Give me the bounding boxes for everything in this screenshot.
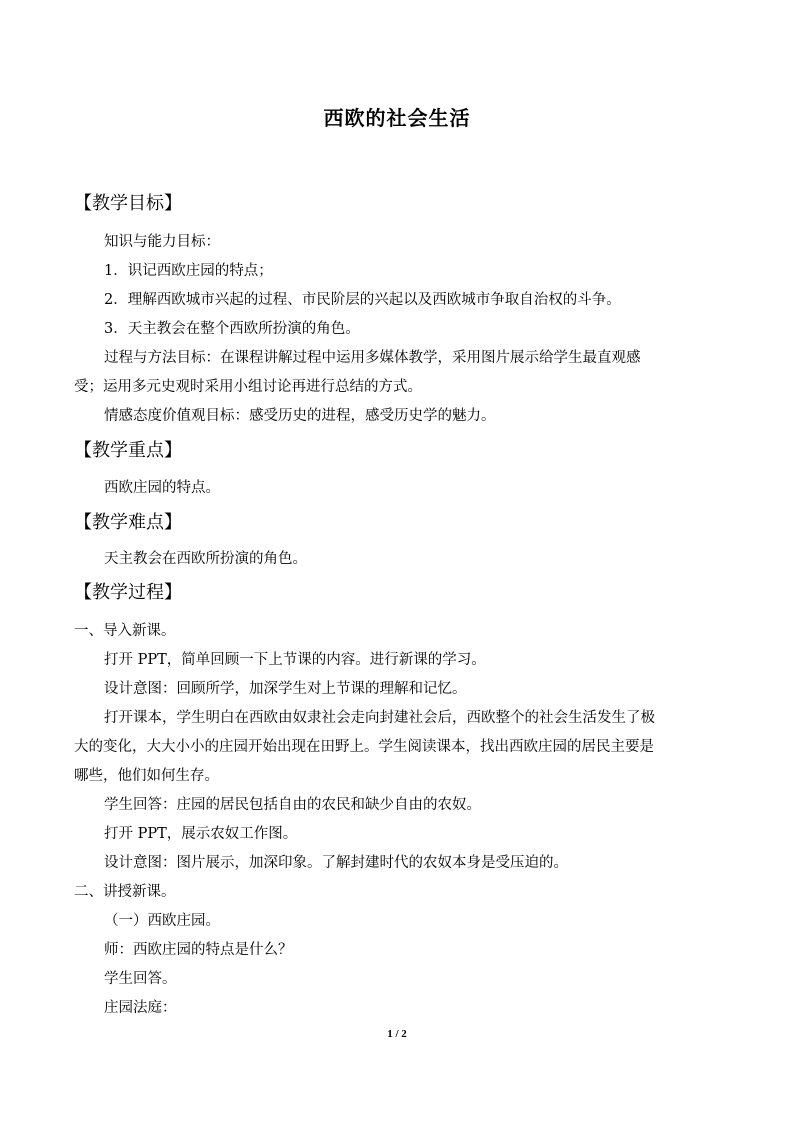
- paragraph-line: 受；运用多元史观时采用小组讨论再进行总结的方式。: [74, 379, 422, 395]
- document-title: 西欧的社会生活: [323, 106, 471, 130]
- paragraph-line: 天主教会在西欧所扮演的角色。: [104, 551, 307, 567]
- paragraph-line: 二、讲授新课。: [74, 884, 176, 900]
- paragraph-line: 哪些，他们如何生存。: [74, 768, 219, 784]
- paragraph-line: 过程与方法目标：在课程讲解过程中运用多媒体教学，采用图片展示给学生最直观感: [104, 350, 641, 366]
- paragraph-line: 打开 PPT，展示农奴工作图。: [104, 826, 298, 842]
- heading-key-points: 【教学重点】: [74, 440, 182, 461]
- paragraph-line: 设计意图：图片展示，加深印象。了解封建时代的农奴本身是受压迫的。: [104, 855, 568, 871]
- page-number: 1 / 2: [387, 1028, 407, 1040]
- paragraph-line: 情感态度价值观目标：感受历史的进程，感受历史学的魅力。: [104, 408, 496, 424]
- paragraph-line: 2．理解西欧城市兴起的过程、市民阶层的兴起以及西欧城市争取自治权的斗争。: [104, 292, 621, 308]
- paragraph-line: 3．天主教会在整个西欧所扮演的角色。: [104, 321, 360, 337]
- heading-process: 【教学过程】: [74, 582, 182, 603]
- paragraph-line: 打开课本，学生明白在西欧由奴隶社会走向封建社会后，西欧整个的社会生活发生了极: [104, 710, 655, 726]
- paragraph-line: 学生回答。: [104, 971, 177, 987]
- paragraph-line: 1．识记西欧庄园的特点；: [104, 263, 273, 279]
- paragraph-line: （一）西欧庄园。: [104, 913, 220, 929]
- paragraph-line: 一、导入新课。: [74, 623, 176, 639]
- paragraph-line: 设计意图：回顾所学，加深学生对上节课的理解和记忆。: [104, 681, 467, 697]
- paragraph-line: 庄园法庭：: [104, 1000, 177, 1016]
- paragraph-line: 知识与能力目标：: [104, 234, 220, 250]
- paragraph-line: 师：西欧庄园的特点是什么？: [104, 942, 293, 958]
- paragraph-line: 打开 PPT，简单回顾一下上节课的内容。进行新课的学习。: [104, 652, 486, 668]
- paragraph-line: 西欧庄园的特点。: [104, 480, 220, 496]
- heading-difficulties: 【教学难点】: [74, 512, 182, 533]
- paragraph-line: 学生回答：庄园的居民包括自由的农民和缺少自由的农奴。: [104, 797, 481, 813]
- paragraph-line: 大的变化，大大小小的庄园开始出现在田野上。学生阅读课本，找出西欧庄园的居民主要是: [74, 739, 654, 755]
- heading-objectives: 【教学目标】: [74, 193, 182, 214]
